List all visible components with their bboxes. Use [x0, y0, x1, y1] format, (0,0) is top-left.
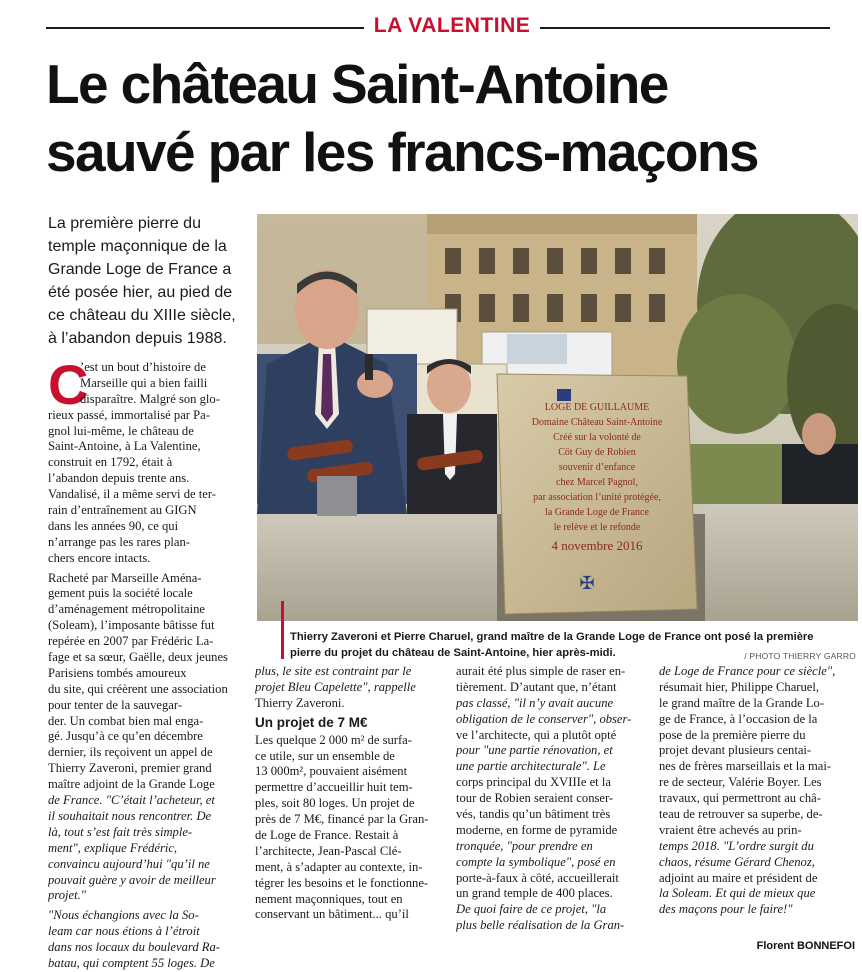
chapo [48, 212, 248, 350]
text-line: maître adjoint de la Grande Loge [48, 777, 215, 792]
inscription-line: Créé sur la volonté de [553, 432, 641, 443]
headline [46, 50, 846, 186]
text-line: construit en 1792, était à [48, 455, 173, 470]
text-line: de France. "C’était l’acheteur, et [48, 793, 215, 808]
text-line: Thierry Zaveroni. [255, 695, 345, 710]
text-line: "Nous échangions avec la So- [48, 908, 199, 923]
text-line: là, tout s’est fait très simple- [48, 824, 193, 839]
inscription-line: 4 novembre 2016 [551, 538, 643, 553]
stone-block-right [705, 504, 858, 621]
article-photo [257, 214, 858, 621]
text-line: projet." [48, 888, 87, 903]
rubric-rule-right [540, 27, 830, 29]
text-line: compte la symbolique", posé en [456, 854, 616, 869]
text-line: dans les années 90, ce qui [48, 518, 179, 533]
inscription-line: souvenir d’enfance [558, 462, 636, 473]
rubric-label: LA VALENTINE [373, 14, 531, 37]
text-line: la Soleam. Et qui de mieux que [659, 886, 816, 901]
text-line: obligation de le conserver", obser- [456, 711, 632, 726]
chapo-line: La première pierre du [48, 215, 201, 232]
text-line: plus, le site est contraint par le [255, 664, 412, 678]
text-line: vraient être achevés au prin- [659, 822, 802, 837]
inscription-line: chez Marcel Pagnol, [556, 477, 638, 488]
text-line: ’est un bout d’histoire de [80, 360, 206, 374]
article-column-4 [659, 664, 855, 918]
text-line: 13 000m², pouvaient aisément [255, 764, 408, 779]
text-line: (Soleam), l’imposante bâtisse fut [48, 618, 215, 633]
text-line: tour de Robien seraient conser- [456, 791, 614, 806]
text-line: ples, soit 80 loges. Un projet de [255, 796, 415, 811]
text-line: teau de retrouver sa superbe, de- [659, 807, 823, 822]
text-line: tronquée, "pour prendre en [456, 838, 593, 853]
text-line: gnol lui-même, le château de [48, 423, 194, 438]
inscription-line: Domaine Château Saint-Antoine [531, 417, 663, 428]
text-line: chaos, résume Gérard Chenoz, [659, 854, 815, 869]
text-line: tièrement. D’autant que, n’étant [456, 679, 617, 694]
text-line: une partie architecturale". Le [456, 759, 606, 774]
text-line: ve l’architecte, qui a plutôt opté [456, 727, 617, 742]
text-line: plus belle réalisation de la Gran- [456, 918, 625, 933]
text-line: rain d’entraînement au GIGN [48, 503, 197, 518]
text-line: de Loge de France pour ce siècle", [659, 664, 836, 678]
text-line: il souhaitait nous rencontrer. De [48, 808, 212, 823]
text-line: conservant un bâtiment... qu’il [255, 907, 409, 922]
text-line: nes de frères marseillais et la mai- [659, 759, 832, 774]
text-line: aurait été plus simple de raser en- [456, 664, 626, 678]
text-line: Marseille qui a bien failli [80, 375, 208, 390]
chapo-line: temple maçonnique de la [48, 238, 227, 255]
text-line: adjoint au maire et président de [659, 870, 818, 885]
text-line: gement puis la société locale [48, 586, 193, 601]
text-line: projet Bleu Capelette", rappelle [255, 679, 416, 694]
text-line: pas classé, "il n’y avait aucune [456, 695, 614, 710]
text-line: un grand temple de 400 places. [456, 886, 613, 901]
text-line: moderne, en forme de pyramide [456, 822, 618, 837]
text-line: le grand maître de la Grande Lo- [659, 695, 825, 710]
text-line: Saint-Antoine, à La Valentine, [48, 439, 201, 454]
text-line: ce utile, sur un ensemble de [255, 748, 395, 763]
text-line: repérée en 2007 par Frédéric La- [48, 634, 214, 649]
text-line: rieux passé, immortalisé par Pa- [48, 407, 210, 422]
headline-line: sauvé par les francs-maçons [46, 121, 758, 183]
text-line: gé. Jusqu’à ce qu’en décembre [48, 729, 203, 744]
text-line: du site, qui créèrent une association [48, 681, 228, 696]
text-line: de Loge de France. Restait à [255, 828, 399, 843]
text-line: résumait hier, Philippe Charuel, [659, 679, 820, 694]
inscription-line: LOGE DE GUILLAUME [544, 402, 650, 413]
text-line: pour tenter de la sauvegar- [48, 697, 183, 712]
text-line: tégrer les besoins et le fonctionne- [255, 875, 429, 890]
text-line: De quoi faire de ce projet, "la [456, 902, 607, 917]
text-line: leam car nous étions à l’étroit [48, 924, 200, 939]
article-column-3 [456, 664, 648, 934]
text-line: disparaître. Malgré son glo- [80, 391, 220, 406]
article-column-2 [255, 664, 447, 923]
chapo-line: été posée hier, au pied de [48, 284, 233, 301]
text-line: dans nos locaux du boulevard Ra- [48, 940, 220, 955]
stone-block-left [257, 514, 497, 621]
text-line: batau, qui comptent 55 loges. De [48, 955, 215, 970]
chapo-line: à l’abandon depuis 1988. [48, 330, 227, 347]
caption-accent-bar [281, 601, 284, 659]
chapo-line: Grande Loge de France a [48, 261, 232, 278]
text-line: pouvait guère y avoir de meilleur [48, 872, 216, 887]
inscription-line: le relève et le refonde [553, 522, 641, 533]
text-line: près de 7 M€, financé par la Gran- [255, 812, 429, 827]
text-line: ment", explique Frédéric, [48, 840, 178, 855]
text-line: fage et sa sœur, Gaëlle, deux jeunes [48, 650, 228, 665]
text-line: l’architecte, Jean-Pascal Clé- [255, 843, 402, 858]
text-line: projet devant plusieurs centai- [659, 743, 812, 758]
caption-line: Thierry Zaveroni et Pierre Charuel, grand maître de la Grande Loge de France ont posé la première [290, 631, 814, 643]
text-line: Thierry Zaveroni, premier grand [48, 761, 212, 776]
text-line: vés, tandis qu’un bâtiment très [456, 807, 611, 822]
text-line: ge de France, à l’occasion de la [659, 711, 818, 726]
text-line: temps 2018. "L’ordre surgit du [659, 838, 814, 853]
text-line: re de secteur, Valérie Boyer. Les [659, 775, 822, 790]
author-signature: Florent BONNEFOI [756, 940, 855, 952]
inscription-line: par association l’unité protégée, [533, 492, 661, 503]
text-line: Vandalisé, il a même servi de ter- [48, 487, 216, 502]
section-rubric [0, 14, 862, 42]
text-line: convaincu aujourd’hui "qu’il ne [48, 856, 210, 871]
text-line: n’arrange pas les rares plan- [48, 534, 190, 549]
text-line: nement maçonniques, tout en [255, 891, 403, 906]
inscription-line: la Grande Loge de France [545, 507, 649, 518]
article-column-1 [48, 353, 251, 972]
text-line: Les quelque 2 000 m² de surfa- [255, 732, 412, 747]
text-line: permettre d’accueillir huit tem- [255, 780, 413, 795]
text-line: pose de la première pierre du [659, 727, 806, 742]
rubric-rule-left [46, 27, 364, 29]
text-line: Racheté par Marseille Aména- [48, 570, 202, 585]
text-line: travaux, qui permettront au châ- [659, 791, 821, 806]
text-line: pour "une partie rénovation, et [456, 743, 613, 758]
text-line: chers encore intacts. [48, 550, 151, 565]
stone-cross: ✠ [579, 573, 595, 593]
photo-credit: / PHOTO THIERRY GARRO [744, 651, 856, 661]
text-line: corps principal du XVIIIe et la [456, 775, 611, 790]
text-line: l’abandon depuis trente ans. [48, 471, 190, 486]
inscription-line: Cöt Guy de Robien [558, 447, 636, 458]
foundation-stone [497, 374, 697, 614]
text-line: des maçons pour le faire!" [659, 902, 793, 917]
text-line: d’aménagement métropolitaine [48, 602, 206, 617]
chapo-line: ce château du XIIIe siècle, [48, 307, 236, 324]
text-line: Parisiens tombés amoureux [48, 665, 187, 680]
text-line: porte-à-faux à côté, accueillerait [456, 870, 619, 885]
headline-line: Le château Saint-Antoine [46, 53, 668, 115]
subheading: Un projet de 7 M€ [255, 714, 368, 730]
drop-cap: C [48, 353, 89, 416]
photo-illustration [257, 214, 858, 621]
text-line: dernier, ils reçoivent un appel de [48, 745, 213, 760]
caption-line: pierre du projet du château de Saint-Antoine, hier après-midi. [290, 647, 616, 659]
text-line: der. Un combat bien mal enga- [48, 713, 204, 728]
text-line: ment, à s’adapter au contexte, in- [255, 859, 423, 874]
